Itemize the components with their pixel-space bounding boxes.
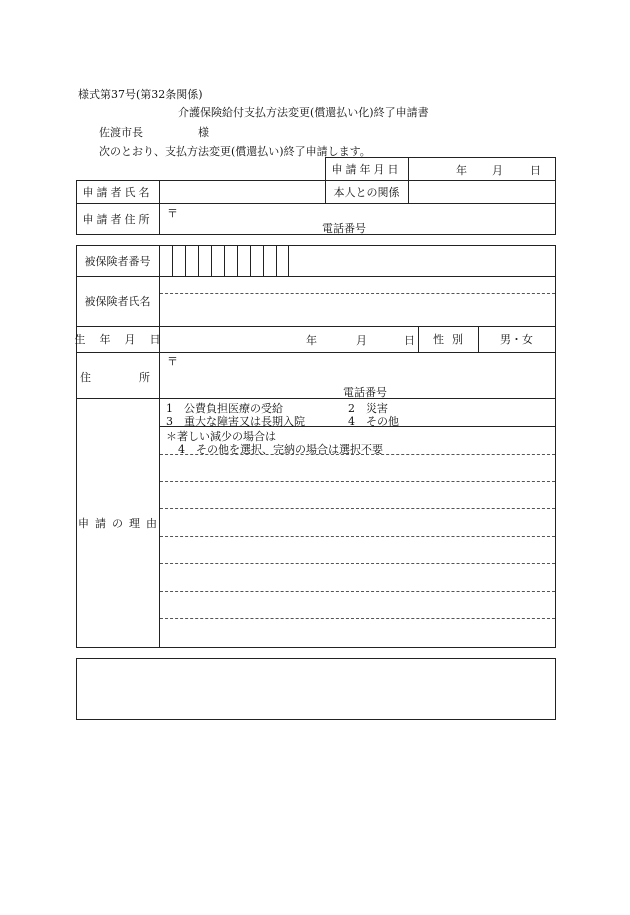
birth-date-label: 生年月日 [74,333,175,346]
application-date-label: 申請年月日 [331,162,402,176]
insured-number-digit[interactable] [250,245,263,276]
addressee-name: 佐渡市長 [99,126,143,139]
insured-number-digit[interactable] [159,245,172,276]
sex-options[interactable]: 男・女 [500,333,533,346]
application-date-day: 日 [530,164,541,177]
remarks-box[interactable] [76,658,556,720]
reason-option-text: その他 [366,415,399,428]
insured-number-digit[interactable] [276,245,289,276]
applicant-address-field[interactable] [180,204,550,218]
sex-label: 性別 [433,333,471,346]
applicant-name-label: 申請者氏名 [82,185,153,199]
applicant-address-label: 申請者住所 [82,212,153,226]
insured-number-digit[interactable] [224,245,237,276]
reason-option-text: 重大な障害又は長期入院 [184,415,305,428]
insured-number-digit[interactable] [263,245,276,276]
reason-option-number: 4 [348,415,355,428]
page-title: 介護保険給付支払方法変更(償還払い化)終了申請書 [178,106,429,119]
application-date-year: 年 [456,164,467,177]
reason-note-line-2: 4 その他を選択、完納の場合は選択不要 [178,443,383,456]
application-date-field[interactable] [409,158,554,179]
form-number: 様式第37号(第32条関係) [78,88,203,101]
relation-field[interactable] [409,181,554,202]
addressee-honorific: 様 [198,126,209,139]
relation-label: 本人との関係 [333,185,400,199]
insured-number-digit[interactable] [237,245,250,276]
birth-month-label: 月 [356,334,367,347]
insured-address-label [80,369,198,385]
insured-number-digit[interactable] [198,245,211,276]
insured-number-label: 被保険者番号 [84,254,151,268]
insured-number-digit[interactable] [185,245,198,276]
insured-number-boxes [159,245,289,276]
insured-phone-label: 電話番号 [343,386,387,399]
applicant-phone-label: 電話番号 [322,222,366,235]
applicant-name-field[interactable] [160,181,324,202]
reason-note-line-1: ＊著しい減少の場合は [166,430,276,443]
reason-option-number: 2 [348,402,355,415]
insured-name-label: 被保険者氏名 [84,295,151,308]
insured-address-field[interactable] [180,354,550,380]
birth-day-label: 日 [404,334,415,347]
reason-option-number: 3 [166,415,173,428]
reason-option-number: 1 [166,402,173,415]
application-date-month: 月 [492,164,503,177]
insured-postal-mark: 〒 [167,355,178,368]
insured-address-label-text: 住所 [80,371,198,384]
reason-detail-field[interactable] [160,455,554,646]
birth-year-label: 年 [306,334,317,347]
reason-label: 申請の理由 [78,516,163,530]
insured-number-digit[interactable] [211,245,224,276]
reason-option-text: 公費負担医療の受給 [184,402,283,415]
birth-date-field[interactable] [160,327,418,351]
applicant-postal-mark: 〒 [167,207,178,220]
insured-number-digit[interactable] [172,245,185,276]
reason-option-text: 災害 [366,402,388,415]
insured-name-field[interactable] [160,295,554,325]
intro-text: 次のとおり、支払方法変更(償還払い)終了申請します。 [99,145,371,158]
